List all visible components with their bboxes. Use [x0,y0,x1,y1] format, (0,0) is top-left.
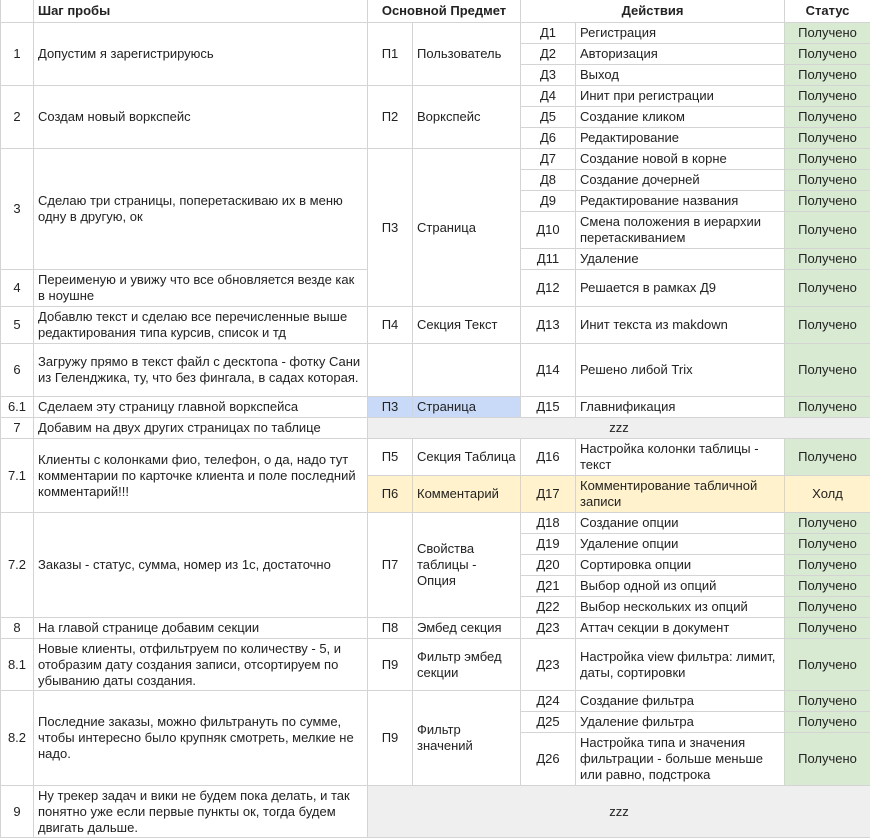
action-code: Д16 [521,439,576,476]
subject-code: П7 [368,513,413,618]
status-badge: Получено [785,691,870,712]
action-code: Д6 [521,128,576,149]
status-badge: Получено [785,23,870,44]
action-code: Д7 [521,149,576,170]
header-row [1,0,870,23]
action-code: Д8 [521,170,576,191]
header-subject: Основной Предмет [368,0,521,23]
action-text: Удаление опции [576,534,785,555]
action-code: Д11 [521,249,576,270]
table-row [1,418,870,439]
action-text: Редактирование [576,128,785,149]
step-text: Добавим на двух других страницах по таблице [34,418,368,439]
action-code: Д23 [521,618,576,639]
header-actions: Действия [521,0,785,23]
table-row [1,439,870,476]
subject-code: П9 [368,691,413,786]
status-badge: Получено [785,397,870,418]
step-text: Допустим я зарегистрируюсь [34,23,368,86]
action-code: Д20 [521,555,576,576]
step-text: Заказы - статус, сумма, номер из 1с, достаточно [34,513,368,618]
subject-code: П3 [368,149,413,307]
step-number: 6 [1,344,34,397]
status-badge: Получено [785,149,870,170]
step-number: 4 [1,270,34,307]
status-badge: Холд [785,476,870,513]
action-text: Смена положения в иерархии перетаскиванием [576,212,785,249]
status-badge: Получено [785,555,870,576]
action-code: Д24 [521,691,576,712]
table-row [1,786,870,838]
action-text: Настройка типа и значения фильтрации - больше меньше или равно, подстрока [576,733,785,786]
action-code: Д12 [521,270,576,307]
status-badge: Получено [785,639,870,691]
subject-name: Фильтр эмбед секции [413,639,521,691]
step-text: Загружу прямо в текст файл с десктопа - фотку Сани из Геленджика, ту, что без фингала, в садах которая. [34,344,368,397]
status-badge: Получено [785,107,870,128]
step-text: На главой странице добавим секции [34,618,368,639]
status-badge: Получено [785,307,870,344]
status-badge: Получено [785,170,870,191]
action-text: Авторизация [576,44,785,65]
status-badge: Получено [785,733,870,786]
subject-name: Воркспейс [413,86,521,149]
subject-code: П6 [368,476,413,513]
step-number: 6.1 [1,397,34,418]
table-row [1,618,870,639]
subject-name: Эмбед секция [413,618,521,639]
action-code: Д10 [521,212,576,249]
step-text: Ну трекер задач и вики не будем пока делать, и так понятно уже если первые пункты ок, тогда будем двигать дальше. [34,786,368,838]
subject-name: Свойства таблицы - Опция [413,513,521,618]
action-text: Решено либой Trix [576,344,785,397]
table-row [1,397,870,418]
step-number: 7.2 [1,513,34,618]
action-code: Д5 [521,107,576,128]
status-badge: Получено [785,191,870,212]
step-number: 1 [1,23,34,86]
action-code: Д1 [521,23,576,44]
table-row [1,23,870,44]
subject-name: Секция Текст [413,307,521,344]
action-code: Д3 [521,65,576,86]
action-code: Д2 [521,44,576,65]
action-text: Комментирование табличной записи [576,476,785,513]
action-text: Создание кликом [576,107,785,128]
action-code: Д9 [521,191,576,212]
action-text: Инит текста из makdown [576,307,785,344]
step-text: Сделаем эту страницу главной воркспейса [34,397,368,418]
subject-code-empty [368,344,413,397]
action-code: Д17 [521,476,576,513]
subject-name: Фильтр значений [413,691,521,786]
step-number: 5 [1,307,34,344]
action-code: Д14 [521,344,576,397]
action-text: Создание дочерней [576,170,785,191]
action-code: Д15 [521,397,576,418]
action-code: Д23 [521,639,576,691]
table-row [1,691,870,712]
step-number: 8 [1,618,34,639]
action-text: Инит при регистрации [576,86,785,107]
table-row [1,307,870,344]
action-code: Д22 [521,597,576,618]
action-code: Д18 [521,513,576,534]
step-number: 2 [1,86,34,149]
step-text: Добавлю текст и сделаю все перечисленные выше редактирования типа курсив, список и тд [34,307,368,344]
zzz-placeholder: zzz [368,418,870,439]
step-number: 7.1 [1,439,34,513]
table-row [1,86,870,107]
header-status: Статус [785,0,870,23]
action-text: Создание новой в корне [576,149,785,170]
table-row [1,639,870,691]
status-badge: Получено [785,212,870,249]
status-badge: Получено [785,128,870,149]
subject-code: П4 [368,307,413,344]
subject-name: Комментарий [413,476,521,513]
status-badge: Получено [785,270,870,307]
action-text: Удаление [576,249,785,270]
step-number: 3 [1,149,34,270]
status-badge: Получено [785,712,870,733]
action-text: Настройка колонки таблицы - текст [576,439,785,476]
action-code: Д13 [521,307,576,344]
action-text: Редактирование названия [576,191,785,212]
subject-name: Страница [413,149,521,307]
table-row [1,149,870,170]
action-text: Главнификация [576,397,785,418]
subject-code: П8 [368,618,413,639]
action-text: Выбор нескольких из опций [576,597,785,618]
step-text: Переименую и увижу что все обновляется везде как в ноушне [34,270,368,307]
action-text: Настройка view фильтра: лимит, даты, сортировки [576,639,785,691]
status-badge: Получено [785,344,870,397]
status-badge: Получено [785,618,870,639]
step-text: Создам новый воркспейс [34,86,368,149]
action-code: Д4 [521,86,576,107]
subject-code: П5 [368,439,413,476]
action-text: Удаление фильтра [576,712,785,733]
subject-code: П9 [368,639,413,691]
action-text: Сортировка опции [576,555,785,576]
action-text: Выбор одной из опций [576,576,785,597]
subject-name: Секция Таблица [413,439,521,476]
header-step: Шаг пробы [34,0,368,23]
status-badge: Получено [785,597,870,618]
subject-code: П1 [368,23,413,86]
action-text: Регистрация [576,23,785,44]
table-row [1,513,870,534]
subject-code: П3 [368,397,413,418]
subject-name-empty [413,344,521,397]
subject-code: П2 [368,86,413,149]
action-text: Решается в рамках Д9 [576,270,785,307]
action-text: Выход [576,65,785,86]
zzz-placeholder: zzz [368,786,870,838]
step-number: 7 [1,418,34,439]
status-badge: Получено [785,44,870,65]
header-num [1,0,34,23]
step-text: Последние заказы, можно фильтрануть по сумме, чтобы интересно было крупняк смотреть, мелкие не надо. [34,691,368,786]
action-code: Д26 [521,733,576,786]
action-text: Создание фильтра [576,691,785,712]
step-text: Новые клиенты, отфильтруем по количеству - 5, и отобразим дату создания записи, отсортируем по убыванию даты создания. [34,639,368,691]
status-badge: Получено [785,534,870,555]
action-text: Создание опции [576,513,785,534]
subject-name: Страница [413,397,521,418]
step-number: 9 [1,786,34,838]
subject-name: Пользователь [413,23,521,86]
step-text: Клиенты с колонками фио, телефон, о да, надо тут комментарии по карточке клиента и поле последний комментарий!!! [34,439,368,513]
step-number: 8.2 [1,691,34,786]
status-badge: Получено [785,576,870,597]
status-badge: Получено [785,249,870,270]
step-number: 8.1 [1,639,34,691]
action-code: Д21 [521,576,576,597]
status-badge: Получено [785,513,870,534]
table-row [1,344,870,397]
action-code: Д25 [521,712,576,733]
status-badge: Получено [785,65,870,86]
action-code: Д19 [521,534,576,555]
status-badge: Получено [785,86,870,107]
step-text: Сделаю три страницы, поперетаскиваю их в меню одну в другую, ок [34,149,368,270]
action-text: Аттач секции в документ [576,618,785,639]
status-badge: Получено [785,439,870,476]
